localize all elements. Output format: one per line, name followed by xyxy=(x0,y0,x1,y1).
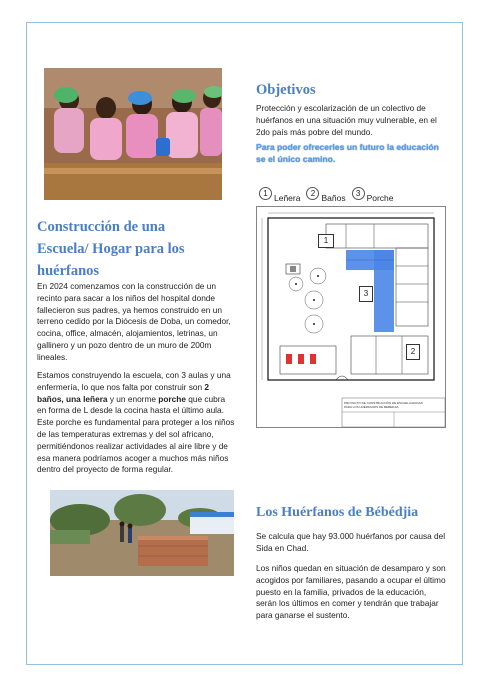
para2-bold: 2 baños, una leñera xyxy=(37,381,210,404)
construccion-title-line: Construcción de una xyxy=(37,219,166,235)
objetivos-text: Protección y escolarización de un colectivo de huérfanos en una situación muy vulnerable, en el 2do país más pobre del mundo. xyxy=(256,103,437,137)
plan-caption-line: PARA LOS HUÉRFANOS DE BEBEDJIA xyxy=(344,405,399,409)
legend-label: Porche xyxy=(366,193,394,203)
legend-item-banos xyxy=(306,187,346,203)
huerfanos-para2: Los niños quedan en situación de desamparo y son acogidos por familiares, pasando a ocupar el último puesto en la familia, privados de la educación, serán los últimos en comer y tendrán que trabajar para ganarse el sustento. xyxy=(256,563,446,621)
construccion-para1: En 2024 comenzamos con la construcción de un recinto para sacar a los niños del hospital donde fallecieron sus padres, ya hemos construido en un terreno cedido por la Diócesis de Doba, un comedor, cocina, office, almacén, alojamientos, letrinas, un gallinero y un pozo dentro de un muro de 200m lineales. xyxy=(37,281,231,362)
plan-caption-line: PROYECTO DE CONSTRUCCIÓN DE ESCUELA/HOGAR xyxy=(344,401,423,405)
legend-label: Leñera xyxy=(274,193,301,203)
para2-text: y un enorme xyxy=(107,393,159,404)
legend-label: Baños xyxy=(321,193,346,203)
plan-marker-porche: 3 xyxy=(359,286,373,302)
plan-marker-lenera: 1 xyxy=(318,234,334,248)
construccion-title xyxy=(37,216,247,282)
para2-bold: porche xyxy=(158,393,186,404)
construccion-title-line: Escuela/ Hogar para los xyxy=(37,241,185,257)
objetivos-title: Objetivos xyxy=(256,82,316,98)
floor-plan-drawing xyxy=(256,206,446,428)
plan-caption xyxy=(344,401,444,409)
legend-number: 2 xyxy=(306,187,319,200)
legend-item-porche xyxy=(352,187,394,203)
huerfanos-title: Los Huérfanos de Bébédjia xyxy=(256,505,419,520)
plan-marker-banos: 2 xyxy=(406,344,420,360)
construccion-title-line: huérfanos xyxy=(37,263,100,279)
construccion-para2 xyxy=(37,370,235,476)
para2-text: que cubra en forma de L desde la cocina hasta el último aula. Este porche es fundamental para proteger a los niños de las temperaturas extremas y del sol africano, permitiéndonos realizar actividades al aire libre y de esa manera podríamos acoger a muchos más niños dentro del proyecto de forma regular. xyxy=(37,393,235,475)
children-classroom-photo xyxy=(44,68,222,200)
legend-number: 3 xyxy=(352,187,365,200)
objetivos-highlight: Para poder ofrecerles un futuro la educación se el único camino. xyxy=(256,142,439,164)
para2-text: Estamos construyendo la escuela, con 3 aulas y una enfermería, lo que nos falta por construir son xyxy=(37,370,231,392)
construction-site-photo xyxy=(50,490,234,576)
huerfanos-para1: Se calcula que hay 93.000 huérfanos por causa del Sida en Chad. xyxy=(256,531,446,553)
floor-plan xyxy=(256,206,446,428)
legend-item-lenera xyxy=(259,187,301,203)
legend-number: 1 xyxy=(259,187,272,200)
plan-legend xyxy=(259,187,400,203)
